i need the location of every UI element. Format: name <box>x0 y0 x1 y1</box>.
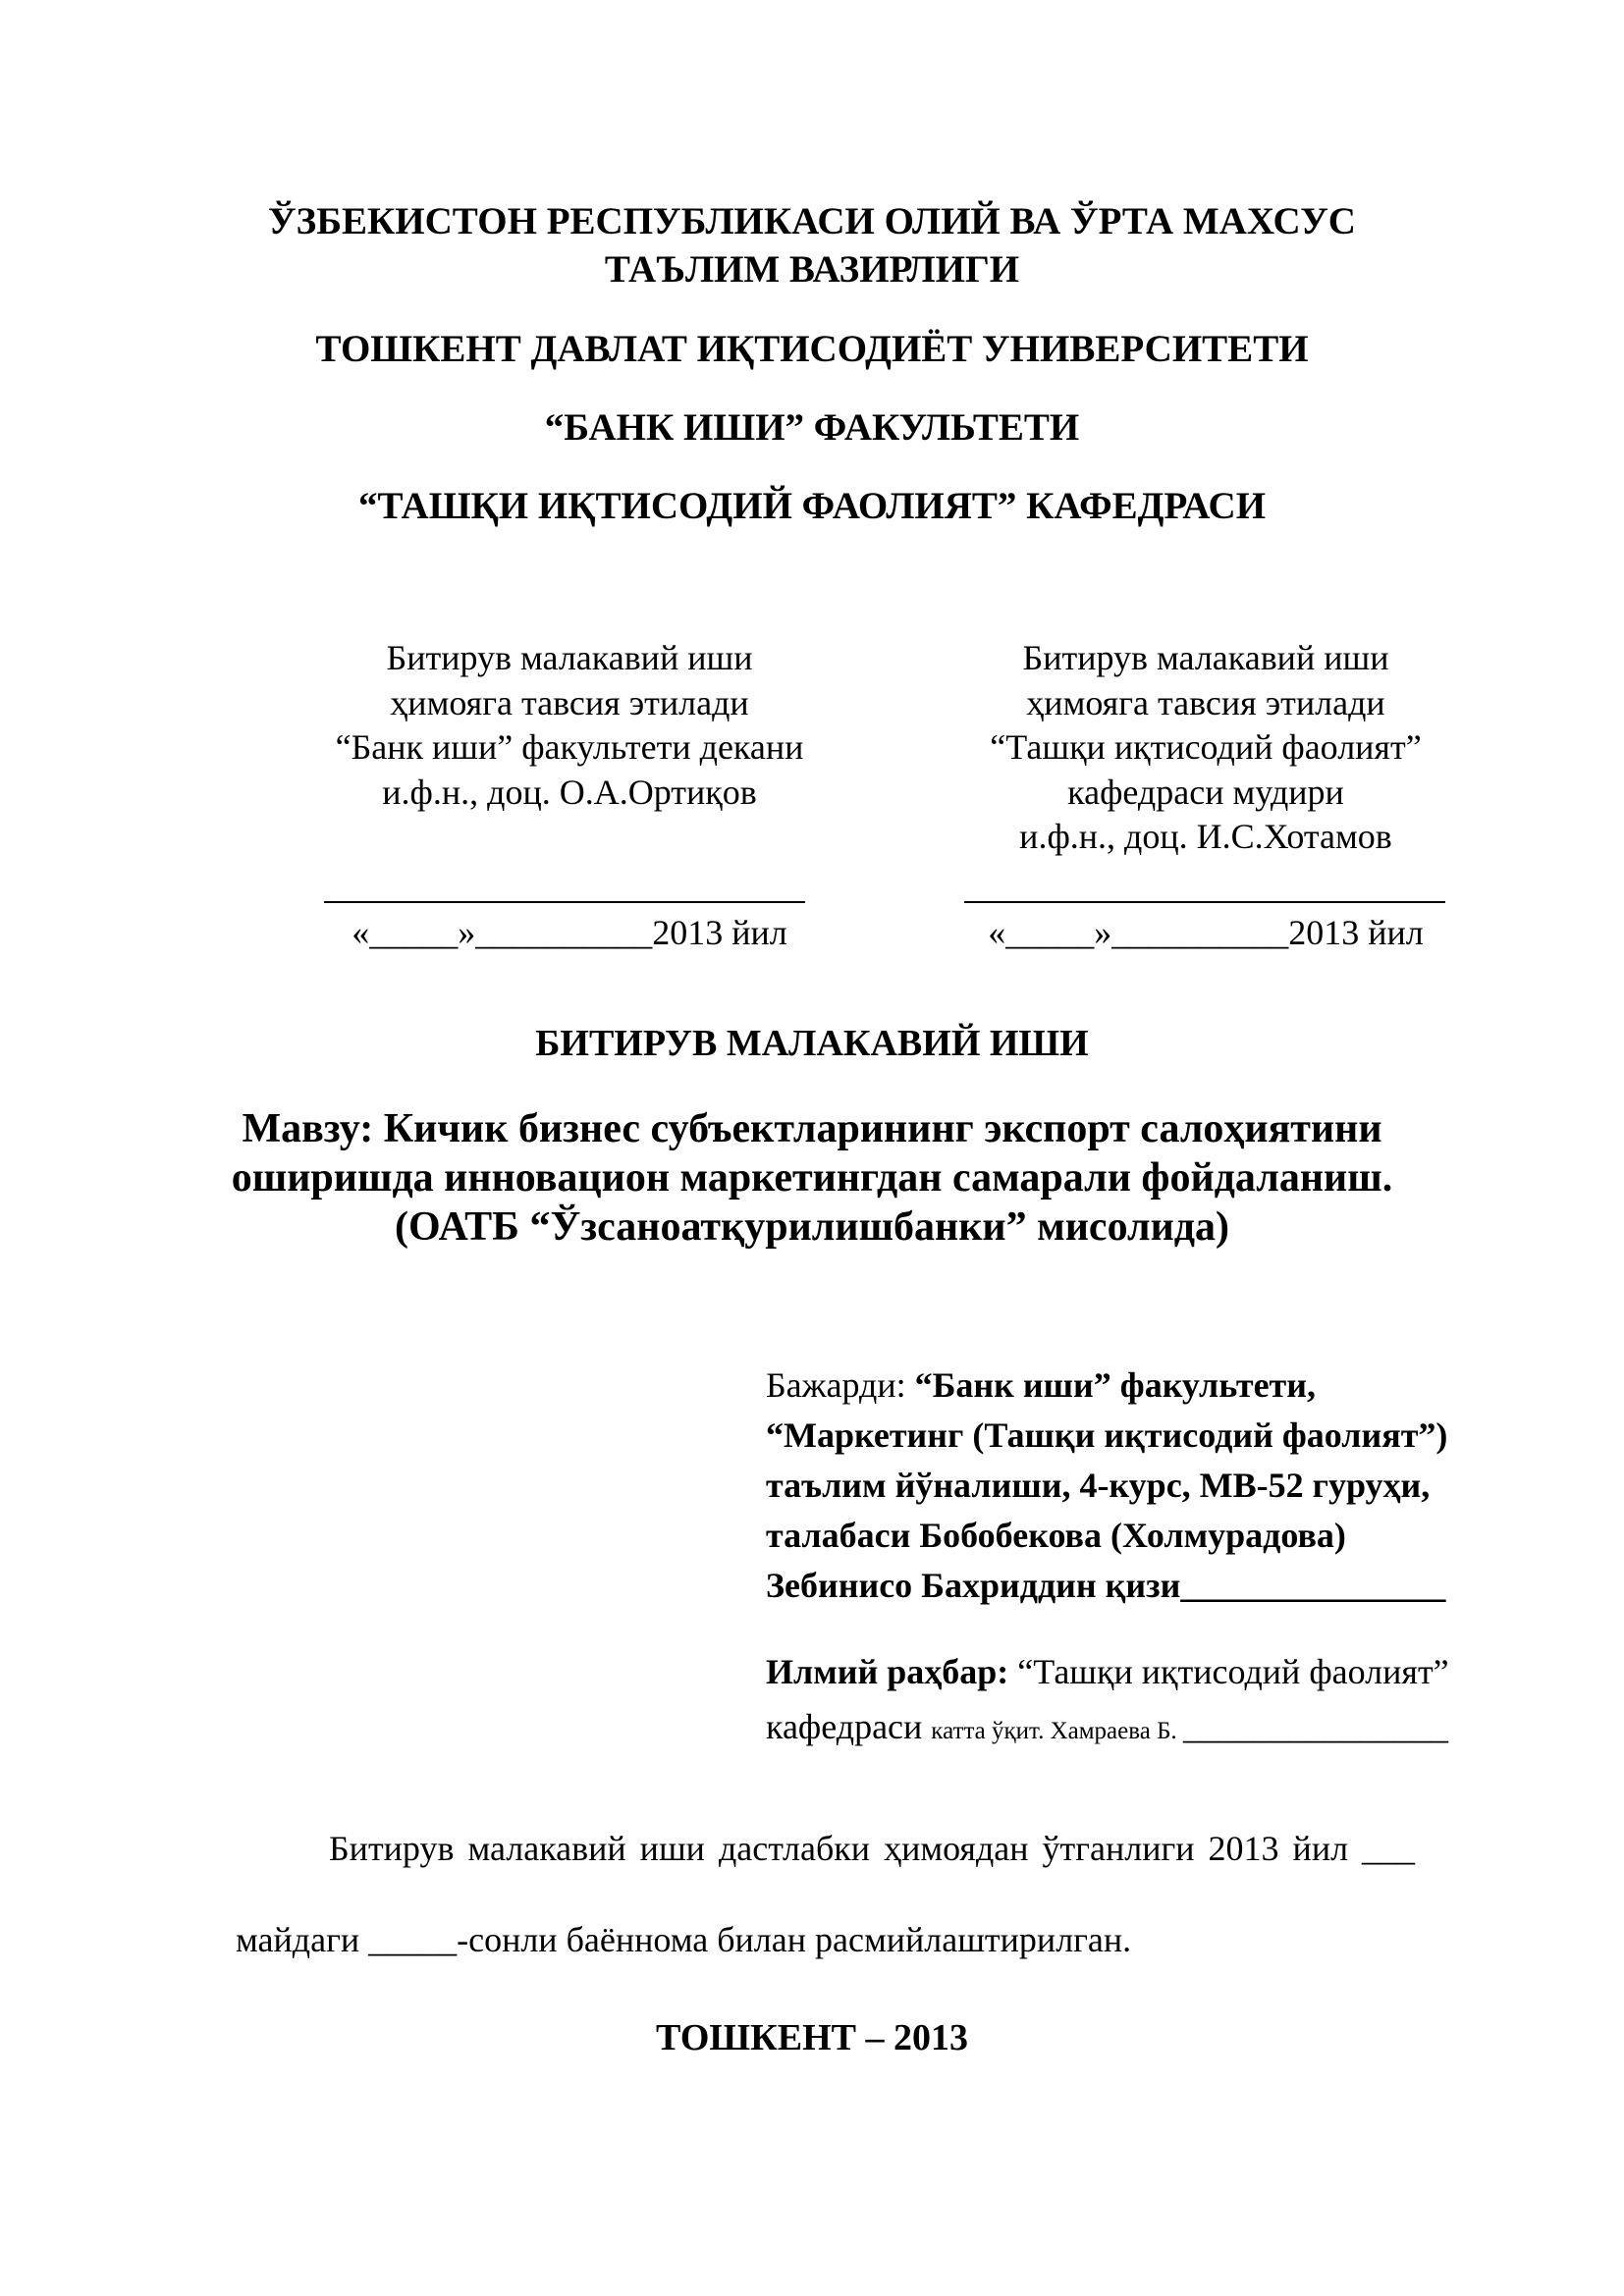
supervisor-block <box>766 1644 1449 1759</box>
performer-line-3: таълим йўналиши, 4-курс, МВ-52 гуруҳи, <box>766 1466 1431 1505</box>
supervisor-line-1 <box>766 1644 1449 1699</box>
work-title: БИТИРУВ МАЛАКАВИЙ ИШИ <box>535 1023 1089 1064</box>
theme-line-2: оширишда инновацион маркетингдан самарали фойдаланиш. <box>231 1155 1393 1201</box>
theme-text-1: Кичик бизнес субъектларининг экспорт салоҳиятини <box>383 1106 1382 1151</box>
theme-block <box>0 1104 1624 1252</box>
supervisor-line-2 <box>766 1699 1449 1759</box>
performer-line-1 <box>766 1361 1447 1411</box>
approval-right-line: “Ташқи иқтисодий фаолият” <box>990 727 1422 767</box>
university-name: ТОШКЕНТ ДАВЛАТ ИҚТИСОДИЁТ УНИВЕРСИТЕТИ <box>315 328 1309 370</box>
approval-left <box>314 636 825 952</box>
supervisor-label: Илмий раҳбар: <box>766 1652 1009 1691</box>
performer-block <box>766 1361 1447 1611</box>
ministry-line-2: ТАЪЛИМ ВАЗИРЛИГИ <box>604 248 1020 291</box>
approval-right <box>950 636 1461 952</box>
signature-line-left <box>324 901 805 903</box>
signature-line-right <box>964 901 1445 903</box>
approval-right-line: и.ф.н., доц. И.С.Хотамов <box>1019 817 1392 856</box>
approval-left-line: и.ф.н., доц. О.А.Ортиқов <box>382 772 757 812</box>
ministry-line-1: ЎЗБЕКИСТОН РЕСПУБЛИКАСИ ОЛИЙ ВА ЎРТА МАХСУС <box>268 200 1356 242</box>
faculty-name: “БАНК ИШИ” ФАКУЛЬТЕТИ <box>544 406 1080 449</box>
date-line-left: «_____»__________2013 йил <box>352 913 787 952</box>
protocol-line-1: Битирув малакавий иши дастлабки ҳимоядан ўтганлиги 2013 йил ___ <box>329 1829 1416 1868</box>
date-line-right: «_____»__________2013 йил <box>988 913 1424 952</box>
supervisor-dept-word: кафедраси <box>766 1707 932 1746</box>
performer-line-2: “Маркетинг (Ташқи иқтисодий фаолият”) <box>766 1415 1448 1455</box>
approval-right-line: ҳимояга тавсия этилади <box>1026 682 1385 722</box>
supervisor-department: “Ташқи иқтисодий фаолият” <box>1008 1652 1449 1691</box>
theme-line-3: (ОАТБ “Ўзсаноатқурилишбанки” мисолида) <box>394 1204 1230 1250</box>
theme-line-1 <box>0 1104 1624 1153</box>
protocol-line-2: майдаги _____-сонли баённома билан расмийлаштирилган. <box>236 1920 1132 1959</box>
approval-right-line: кафедраси мудири <box>1067 772 1344 812</box>
approval-right-line: Битирув малакавий иши <box>1022 638 1389 677</box>
approval-left-line: Битирув малакавий иши <box>386 638 753 677</box>
department-name: “ТАШҚИ ИҚТИСОДИЙ ФАОЛИЯТ” КАФЕДРАСИ <box>357 485 1267 527</box>
supervisor-name: катта ўқит. Хамраева Б. <box>931 1718 1183 1744</box>
performer-faculty: “Банк иши” факультети, <box>914 1365 1316 1405</box>
approval-left-line: “Банк иши” факультети декани <box>335 727 804 767</box>
footer-city-year: ТОШКЕНТ – 2013 <box>656 2017 968 2058</box>
performer-line-5: Зебинисо Бахриддин қизи_______________ <box>766 1566 1446 1605</box>
performer-label: Бажарди: <box>766 1365 915 1405</box>
theme-label: Мавзу: <box>242 1106 384 1151</box>
performer-line-4: талабаси Бобобекова (Холмурадова) <box>766 1516 1346 1555</box>
approval-left-line: ҳимояга тавсия этилади <box>390 682 749 722</box>
supervisor-signature-line: _______________ <box>1182 1707 1448 1746</box>
